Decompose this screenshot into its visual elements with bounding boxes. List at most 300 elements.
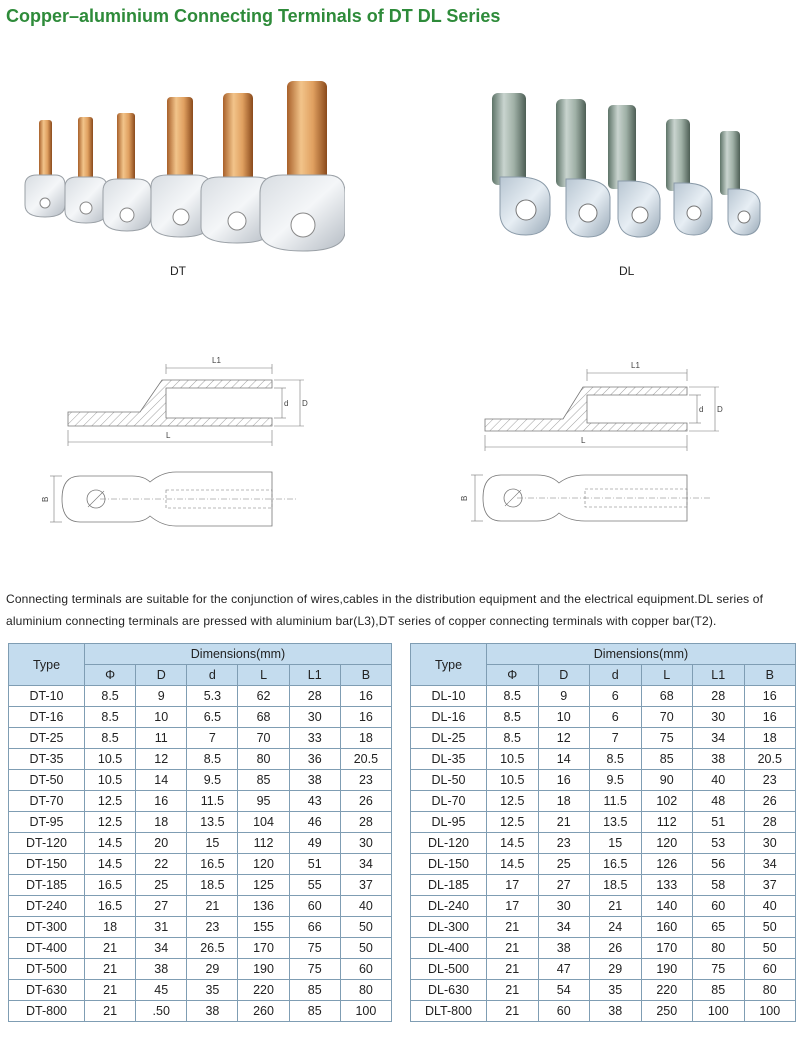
- value-cell: 51: [693, 812, 745, 833]
- dl-l1-label: L1: [631, 361, 640, 370]
- table-row: [9, 749, 392, 770]
- page-title: Copper–aluminium Connecting Terminals of DT DL Series: [6, 6, 501, 26]
- table-row: [9, 917, 392, 938]
- value-cell: .50: [136, 1001, 187, 1022]
- type-header: Type: [9, 644, 85, 686]
- value-cell: 155: [238, 917, 289, 938]
- value-cell: 17: [487, 875, 539, 896]
- value-cell: 21: [187, 896, 238, 917]
- col-header: L1: [693, 665, 745, 686]
- type-cell: DT-25: [9, 728, 85, 749]
- value-cell: 21: [487, 938, 539, 959]
- value-cell: 16: [744, 707, 796, 728]
- value-cell: 26.5: [187, 938, 238, 959]
- value-cell: 16.5: [590, 854, 642, 875]
- type-cell: DT-50: [9, 770, 85, 791]
- dl-spec-table: [410, 643, 796, 1022]
- value-cell: 85: [238, 770, 289, 791]
- value-cell: 13.5: [590, 812, 642, 833]
- value-cell: 85: [693, 980, 745, 1001]
- value-cell: 15: [590, 833, 642, 854]
- dl-terminal: [556, 99, 610, 237]
- value-cell: 75: [641, 728, 693, 749]
- type-cell: DL-95: [411, 812, 487, 833]
- table-row: [411, 770, 796, 791]
- value-cell: 9: [136, 686, 187, 707]
- value-cell: 30: [693, 707, 745, 728]
- dl-terminal: [720, 131, 760, 235]
- value-cell: 66: [289, 917, 340, 938]
- dt-b-label: B: [41, 496, 50, 502]
- value-cell: 26: [340, 791, 391, 812]
- type-cell: DT-400: [9, 938, 85, 959]
- value-cell: 85: [289, 1001, 340, 1022]
- value-cell: 12.5: [85, 791, 136, 812]
- dt-terminal: [103, 113, 151, 231]
- value-cell: 68: [238, 707, 289, 728]
- type-cell: DT-500: [9, 959, 85, 980]
- value-cell: 7: [187, 728, 238, 749]
- value-cell: 34: [538, 917, 590, 938]
- value-cell: 11.5: [590, 791, 642, 812]
- type-cell: DT-95: [9, 812, 85, 833]
- value-cell: 18.5: [187, 875, 238, 896]
- type-cell: DL-300: [411, 917, 487, 938]
- type-cell: DT-16: [9, 707, 85, 728]
- type-cell: DL-25: [411, 728, 487, 749]
- type-cell: DL-70: [411, 791, 487, 812]
- table-row: [9, 833, 392, 854]
- value-cell: 250: [641, 1001, 693, 1022]
- dt-D-label: D: [302, 399, 308, 408]
- value-cell: 90: [641, 770, 693, 791]
- value-cell: 38: [136, 959, 187, 980]
- dl-terminal: [666, 119, 712, 235]
- table-row: [9, 707, 392, 728]
- value-cell: 22: [136, 854, 187, 875]
- value-cell: 50: [340, 938, 391, 959]
- type-cell: DT-240: [9, 896, 85, 917]
- value-cell: 37: [744, 875, 796, 896]
- value-cell: 17: [487, 896, 539, 917]
- value-cell: 6: [590, 686, 642, 707]
- type-header: Type: [411, 644, 487, 686]
- value-cell: 70: [641, 707, 693, 728]
- value-cell: 100: [340, 1001, 391, 1022]
- type-cell: DL-35: [411, 749, 487, 770]
- dt-terminals-photo: [15, 75, 345, 255]
- value-cell: 8.5: [487, 728, 539, 749]
- description-text: Connecting terminals are suitable for the conjunction of wires,cables in the distribution equipment and the electrical equipment.DL series of aluminium connecting terminals are pressed with aluminium bar(L3),DT series of copper connecting terminals with copper bar(T2).: [6, 592, 764, 628]
- value-cell: 12: [538, 728, 590, 749]
- value-cell: 21: [85, 1001, 136, 1022]
- value-cell: 75: [693, 959, 745, 980]
- dl-l-label: L: [581, 436, 586, 445]
- type-cell: DT-630: [9, 980, 85, 1001]
- dt-terminal: [260, 81, 345, 251]
- dt-terminal: [65, 117, 107, 223]
- dl-technical-drawing: [455, 355, 745, 555]
- col-header: d: [187, 665, 238, 686]
- value-cell: 8.5: [487, 707, 539, 728]
- value-cell: 30: [340, 833, 391, 854]
- value-cell: 8.5: [187, 749, 238, 770]
- table-row: [9, 875, 392, 896]
- value-cell: 24: [590, 917, 642, 938]
- value-cell: 35: [187, 980, 238, 1001]
- table-row: [9, 728, 392, 749]
- col-header: Φ: [85, 665, 136, 686]
- value-cell: 220: [641, 980, 693, 1001]
- dl-D-label: D: [717, 405, 723, 414]
- value-cell: 30: [289, 707, 340, 728]
- value-cell: 40: [693, 770, 745, 791]
- value-cell: 56: [693, 854, 745, 875]
- value-cell: 16.5: [85, 896, 136, 917]
- value-cell: 80: [238, 749, 289, 770]
- value-cell: 50: [340, 917, 391, 938]
- value-cell: 70: [238, 728, 289, 749]
- value-cell: 34: [136, 938, 187, 959]
- value-cell: 14: [136, 770, 187, 791]
- value-cell: 5.3: [187, 686, 238, 707]
- value-cell: 9.5: [187, 770, 238, 791]
- value-cell: 170: [641, 938, 693, 959]
- value-cell: 48: [693, 791, 745, 812]
- value-cell: 21: [487, 959, 539, 980]
- col-header: Φ: [487, 665, 539, 686]
- value-cell: 12.5: [487, 812, 539, 833]
- value-cell: 23: [744, 770, 796, 791]
- value-cell: 16: [340, 707, 391, 728]
- value-cell: 14: [538, 749, 590, 770]
- value-cell: 9.5: [590, 770, 642, 791]
- value-cell: 60: [340, 959, 391, 980]
- value-cell: 16.5: [85, 875, 136, 896]
- col-header: D: [538, 665, 590, 686]
- dl-caption: DL: [619, 264, 635, 278]
- value-cell: 50: [744, 917, 796, 938]
- value-cell: 220: [238, 980, 289, 1001]
- value-cell: 43: [289, 791, 340, 812]
- value-cell: 10.5: [487, 770, 539, 791]
- table-row: [411, 959, 796, 980]
- type-cell: DL-16: [411, 707, 487, 728]
- type-cell: DL-500: [411, 959, 487, 980]
- table-row: [9, 812, 392, 833]
- value-cell: 18: [538, 791, 590, 812]
- dimensions-header: Dimensions(mm): [487, 644, 796, 665]
- value-cell: 33: [289, 728, 340, 749]
- table-row: [9, 791, 392, 812]
- type-cell: DT-150: [9, 854, 85, 875]
- table-row: [411, 875, 796, 896]
- value-cell: 37: [340, 875, 391, 896]
- value-cell: 18: [85, 917, 136, 938]
- table-row: [411, 791, 796, 812]
- table-row: [9, 959, 392, 980]
- col-header: D: [136, 665, 187, 686]
- table-row: [411, 749, 796, 770]
- value-cell: 21: [487, 980, 539, 1001]
- value-cell: 34: [340, 854, 391, 875]
- value-cell: 35: [590, 980, 642, 1001]
- dl-b-label: B: [460, 495, 469, 501]
- value-cell: 26: [590, 938, 642, 959]
- value-cell: 18: [744, 728, 796, 749]
- value-cell: 160: [641, 917, 693, 938]
- table-row: [411, 896, 796, 917]
- value-cell: 21: [538, 812, 590, 833]
- value-cell: 38: [289, 770, 340, 791]
- value-cell: 50: [744, 938, 796, 959]
- dt-terminal: [25, 120, 65, 217]
- dimensions-header: Dimensions(mm): [85, 644, 392, 665]
- value-cell: 8.5: [85, 728, 136, 749]
- value-cell: 60: [744, 959, 796, 980]
- value-cell: 23: [187, 917, 238, 938]
- value-cell: 54: [538, 980, 590, 1001]
- value-cell: 14.5: [85, 833, 136, 854]
- value-cell: 40: [340, 896, 391, 917]
- value-cell: 14.5: [487, 833, 539, 854]
- value-cell: 136: [238, 896, 289, 917]
- dt-caption: DT: [170, 264, 186, 278]
- col-header: L: [238, 665, 289, 686]
- value-cell: 28: [340, 812, 391, 833]
- value-cell: 25: [538, 854, 590, 875]
- value-cell: 28: [289, 686, 340, 707]
- value-cell: 68: [641, 686, 693, 707]
- value-cell: 102: [641, 791, 693, 812]
- value-cell: 11: [136, 728, 187, 749]
- value-cell: 16: [136, 791, 187, 812]
- value-cell: 28: [744, 812, 796, 833]
- type-cell: DL-10: [411, 686, 487, 707]
- value-cell: 10.5: [85, 749, 136, 770]
- value-cell: 23: [538, 833, 590, 854]
- value-cell: 65: [693, 917, 745, 938]
- value-cell: 38: [590, 1001, 642, 1022]
- value-cell: 95: [238, 791, 289, 812]
- value-cell: 120: [238, 854, 289, 875]
- value-cell: 27: [136, 896, 187, 917]
- value-cell: 133: [641, 875, 693, 896]
- value-cell: 25: [136, 875, 187, 896]
- value-cell: 21: [85, 980, 136, 1001]
- value-cell: 16.5: [187, 854, 238, 875]
- value-cell: 34: [693, 728, 745, 749]
- value-cell: 14.5: [85, 854, 136, 875]
- value-cell: 16: [744, 686, 796, 707]
- type-cell: DL-630: [411, 980, 487, 1001]
- dl-d-label: d: [699, 405, 704, 414]
- dt-l-label: L: [166, 431, 171, 440]
- value-cell: 7: [590, 728, 642, 749]
- value-cell: 36: [289, 749, 340, 770]
- value-cell: 190: [238, 959, 289, 980]
- value-cell: 8.5: [487, 686, 539, 707]
- value-cell: 47: [538, 959, 590, 980]
- value-cell: 62: [238, 686, 289, 707]
- dl-terminals-photo: [478, 85, 778, 245]
- value-cell: 31: [136, 917, 187, 938]
- value-cell: 8.5: [85, 707, 136, 728]
- value-cell: 23: [340, 770, 391, 791]
- dt-l1-label: L1: [212, 356, 221, 365]
- value-cell: 80: [693, 938, 745, 959]
- value-cell: 140: [641, 896, 693, 917]
- type-cell: DT-185: [9, 875, 85, 896]
- value-cell: 18: [340, 728, 391, 749]
- value-cell: 100: [744, 1001, 796, 1022]
- table-row: [411, 1001, 796, 1022]
- value-cell: 58: [693, 875, 745, 896]
- table-row: [411, 980, 796, 1001]
- value-cell: 21: [85, 959, 136, 980]
- dl-terminal: [608, 105, 660, 237]
- value-cell: 11.5: [187, 791, 238, 812]
- col-header: B: [340, 665, 391, 686]
- value-cell: 125: [238, 875, 289, 896]
- value-cell: 60: [693, 896, 745, 917]
- type-cell: DT-300: [9, 917, 85, 938]
- value-cell: 18.5: [590, 875, 642, 896]
- value-cell: 8.5: [590, 749, 642, 770]
- value-cell: 14.5: [487, 854, 539, 875]
- value-cell: 104: [238, 812, 289, 833]
- table-row: [9, 854, 392, 875]
- table-row: [411, 728, 796, 749]
- value-cell: 20.5: [744, 749, 796, 770]
- value-cell: 126: [641, 854, 693, 875]
- value-cell: 38: [693, 749, 745, 770]
- value-cell: 49: [289, 833, 340, 854]
- value-cell: 75: [289, 938, 340, 959]
- type-cell: DL-150: [411, 854, 487, 875]
- value-cell: 13.5: [187, 812, 238, 833]
- type-cell: DT-10: [9, 686, 85, 707]
- dt-d-label: d: [284, 399, 289, 408]
- type-cell: DL-185: [411, 875, 487, 896]
- col-header: L: [641, 665, 693, 686]
- value-cell: 75: [289, 959, 340, 980]
- value-cell: 29: [590, 959, 642, 980]
- type-cell: DT-120: [9, 833, 85, 854]
- value-cell: 45: [136, 980, 187, 1001]
- value-cell: 40: [744, 896, 796, 917]
- type-cell: DL-120: [411, 833, 487, 854]
- value-cell: 112: [641, 812, 693, 833]
- value-cell: 60: [538, 1001, 590, 1022]
- col-header: L1: [289, 665, 340, 686]
- table-row: [411, 854, 796, 875]
- col-header: d: [590, 665, 642, 686]
- table-row: [411, 917, 796, 938]
- table-row: [411, 707, 796, 728]
- value-cell: 120: [641, 833, 693, 854]
- value-cell: 38: [187, 1001, 238, 1022]
- table-row: [411, 812, 796, 833]
- value-cell: 34: [744, 854, 796, 875]
- value-cell: 16: [538, 770, 590, 791]
- table-row: [411, 833, 796, 854]
- type-cell: DT-35: [9, 749, 85, 770]
- dl-terminal: [492, 93, 550, 235]
- value-cell: 9: [538, 686, 590, 707]
- value-cell: 27: [538, 875, 590, 896]
- value-cell: 85: [641, 749, 693, 770]
- type-cell: DLT-800: [411, 1001, 487, 1022]
- value-cell: 30: [538, 896, 590, 917]
- table-row: [411, 686, 796, 707]
- value-cell: 12.5: [487, 791, 539, 812]
- value-cell: 112: [238, 833, 289, 854]
- value-cell: 15: [187, 833, 238, 854]
- value-cell: 20: [136, 833, 187, 854]
- table-row: [411, 938, 796, 959]
- value-cell: 8.5: [85, 686, 136, 707]
- value-cell: 85: [289, 980, 340, 1001]
- value-cell: 60: [289, 896, 340, 917]
- value-cell: 10.5: [85, 770, 136, 791]
- value-cell: 18: [136, 812, 187, 833]
- value-cell: 55: [289, 875, 340, 896]
- value-cell: 21: [487, 917, 539, 938]
- col-header: B: [744, 665, 796, 686]
- type-cell: DT-70: [9, 791, 85, 812]
- value-cell: 28: [693, 686, 745, 707]
- table-row: [9, 770, 392, 791]
- value-cell: 12: [136, 749, 187, 770]
- value-cell: 260: [238, 1001, 289, 1022]
- table-row: [9, 938, 392, 959]
- value-cell: 20.5: [340, 749, 391, 770]
- value-cell: 26: [744, 791, 796, 812]
- value-cell: 100: [693, 1001, 745, 1022]
- type-cell: DL-50: [411, 770, 487, 791]
- value-cell: 80: [340, 980, 391, 1001]
- value-cell: 21: [590, 896, 642, 917]
- dt-spec-table: [8, 643, 392, 1022]
- value-cell: 6.5: [187, 707, 238, 728]
- table-row: [9, 980, 392, 1001]
- type-cell: DL-240: [411, 896, 487, 917]
- value-cell: 10.5: [487, 749, 539, 770]
- type-cell: DT-800: [9, 1001, 85, 1022]
- value-cell: 10: [538, 707, 590, 728]
- value-cell: 51: [289, 854, 340, 875]
- table-row: [9, 686, 392, 707]
- value-cell: 6: [590, 707, 642, 728]
- value-cell: 21: [85, 938, 136, 959]
- value-cell: 12.5: [85, 812, 136, 833]
- value-cell: 30: [744, 833, 796, 854]
- value-cell: 16: [340, 686, 391, 707]
- table-row: [9, 896, 392, 917]
- value-cell: 21: [487, 1001, 539, 1022]
- type-cell: DL-400: [411, 938, 487, 959]
- dt-technical-drawing: [40, 350, 330, 550]
- value-cell: 80: [744, 980, 796, 1001]
- value-cell: 46: [289, 812, 340, 833]
- value-cell: 29: [187, 959, 238, 980]
- value-cell: 190: [641, 959, 693, 980]
- value-cell: 53: [693, 833, 745, 854]
- value-cell: 38: [538, 938, 590, 959]
- value-cell: 10: [136, 707, 187, 728]
- value-cell: 170: [238, 938, 289, 959]
